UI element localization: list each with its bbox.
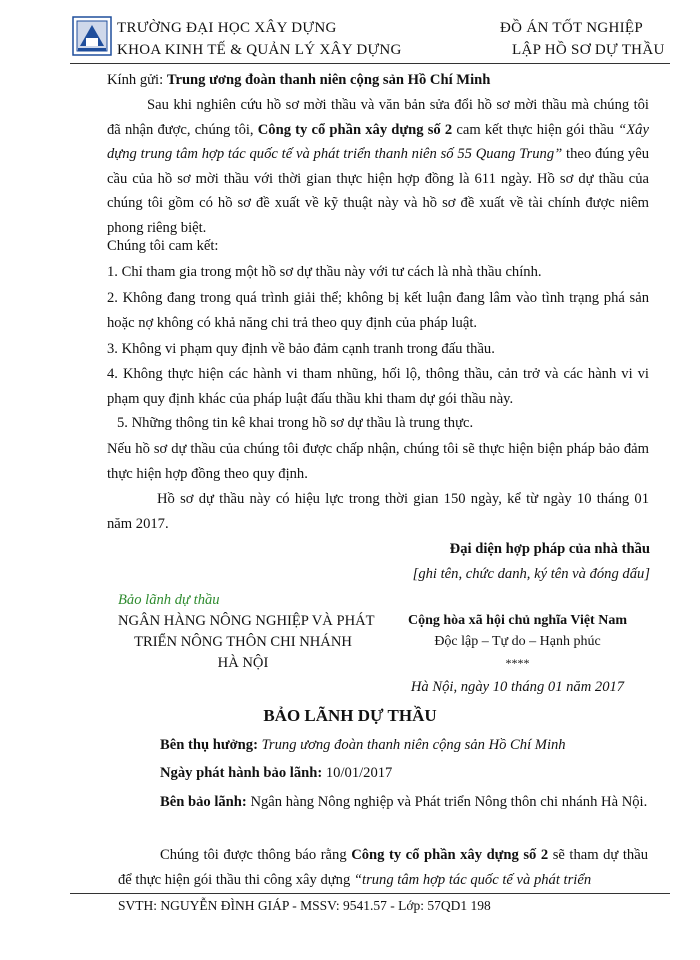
commit-item: 3. Không vi phạm quy định về bảo đảm cạnh tranh trong đấu thầu.: [107, 341, 495, 357]
issue-place-date: Hà Nội, ngày 10 tháng 01 năm 2017: [410, 679, 625, 695]
commit-item: 1. Chỉ tham gia trong một hồ sơ dự thầu này với tư cách là nhà thầu chính.: [107, 264, 542, 280]
nation-name: Cộng hòa xã hội chủ nghĩa Việt Nam: [408, 613, 627, 628]
issue-date-label: Ngày phát hành bảo lãnh:: [160, 765, 323, 781]
bank-name-line: TRIỂN NÔNG THÔN CHI NHÁNH: [134, 634, 352, 650]
salutation-name: Trung ương đoàn thanh niên cộng sản Hồ Chí Minh: [166, 72, 491, 88]
university-logo-icon: [72, 16, 112, 56]
motto-stars: ****: [505, 656, 530, 670]
guarantee-section-label: Bảo lãnh dự thầu: [118, 592, 220, 608]
guarantor-line: [118, 790, 648, 815]
intro-project: “Xây dựng trung tâm hợp tác quốc tế và phát triển thanh niên số 55 Quang Trung”: [107, 121, 649, 162]
bank-name-line: HÀ NỘI: [217, 655, 269, 671]
notice-company: Công ty cổ phần xây dựng số 2: [351, 847, 549, 863]
intro-text-c: theo đúng yêu cầu của hồ sơ mời thầu với thời gian thực hiện hợp đồng là 611 ngày. Hồ sơ dự thầu của chúng tôi gồm có hồ sơ đề xuất về kỹ thuật này và hồ sơ đề xuất về tài chính được niêm phong riêng biệt.: [107, 146, 649, 236]
notice-text-a: Chúng tôi được thông báo rằng: [160, 847, 347, 863]
commit-item: 2. Không đang trong quá trình giải thể; không bị kết luận đang lâm vào tình trạng phá sản hoặc nợ không có khả năng chi trả theo quy định của pháp luật.: [107, 290, 649, 331]
national-motto: Độc lập – Tự do – Hạnh phúc: [434, 634, 601, 649]
header-faculty: KHOA KINH TẾ & QUẢN LÝ XÂY DỰNG: [117, 42, 402, 58]
bank-name-line: NGÂN HÀNG NÔNG NGHIỆP VÀ PHÁT: [118, 613, 375, 629]
signer-title: Đại diện hợp pháp của nhà thầu: [449, 541, 650, 557]
notice-project: “trung tâm hợp tác quốc tế và phát triển: [353, 871, 592, 888]
issue-date-line: [160, 761, 392, 786]
guarantor-value: Ngân hàng Nông nghiệp và Phát triển Nông thôn chi nhánh Hà Nội.: [250, 794, 648, 810]
footer-divider: [70, 893, 670, 894]
commit-item: 5. Những thông tin kê khai trong hồ sơ dự thầu là trung thực.: [117, 415, 474, 431]
salutation-prefix: Kính gửi:: [107, 72, 164, 88]
issue-date-value: 10/01/2017: [325, 765, 393, 781]
beneficiary-label: Bên thụ hưởng:: [160, 737, 258, 753]
salutation: [107, 68, 490, 93]
beneficiary-line: [160, 733, 566, 758]
validity-paragraph: Hồ sơ dự thầu này có hiệu lực trong thời gian 150 ngày, kể từ ngày 10 tháng 01 năm 2017.: [107, 491, 649, 532]
intro-text-a: Sau khi nghiên cứu hồ sơ mời thầu và văn bản sửa đổi hồ sơ mời thầu mà chúng tôi đã nhận được, chúng tôi,: [107, 97, 649, 138]
header-divider: [70, 63, 670, 64]
acceptance-paragraph: Nếu hồ sơ dự thầu của chúng tôi được chấp nhận, chúng tôi sẽ thực hiện biện pháp bảo đảm thực hiện hợp đồng theo quy định.: [107, 441, 649, 482]
guarantee-title: BẢO LÃNH DỰ THẦU: [263, 706, 437, 725]
signer-note: [ghi tên, chức danh, ký tên và đóng dấu]: [412, 566, 650, 582]
header-subject: LẬP HỒ SƠ DỰ THẦU: [512, 42, 665, 58]
intro-company: Công ty cổ phần xây dựng số 2: [257, 121, 453, 138]
guarantor-label: Bên bảo lãnh:: [160, 794, 247, 810]
beneficiary-value: Trung ương đoàn thanh niên cộng sản Hồ Chí Minh: [261, 737, 566, 753]
commit-item: 4. Không thực hiện các hành vi tham nhũng, hối lộ, thông thầu, cản trở và các hành vi vi phạm quy định khác của pháp luật đấu thầu khi tham dự gói thầu này.: [107, 366, 649, 407]
header-university: TRƯỜNG ĐẠI HỌC XÂY DỰNG: [117, 20, 337, 36]
notice-paragraph: [118, 843, 648, 892]
intro-paragraph: [107, 93, 649, 240]
footer-student-info: SVTH: NGUYỄN ĐÌNH GIÁP - MSSV: 9541.57 - Lớp: 57QD1 198: [118, 898, 491, 913]
commit-intro: Chúng tôi cam kết:: [107, 238, 219, 254]
notice-text-b: sẽ tham dự thầu để thực hiện gói thầu thi công xây dựng: [118, 847, 648, 888]
header-project: ĐỒ ÁN TỐT NGHIỆP: [500, 20, 643, 36]
intro-text-b: cam kết thực hiện gói thầu: [456, 121, 614, 138]
